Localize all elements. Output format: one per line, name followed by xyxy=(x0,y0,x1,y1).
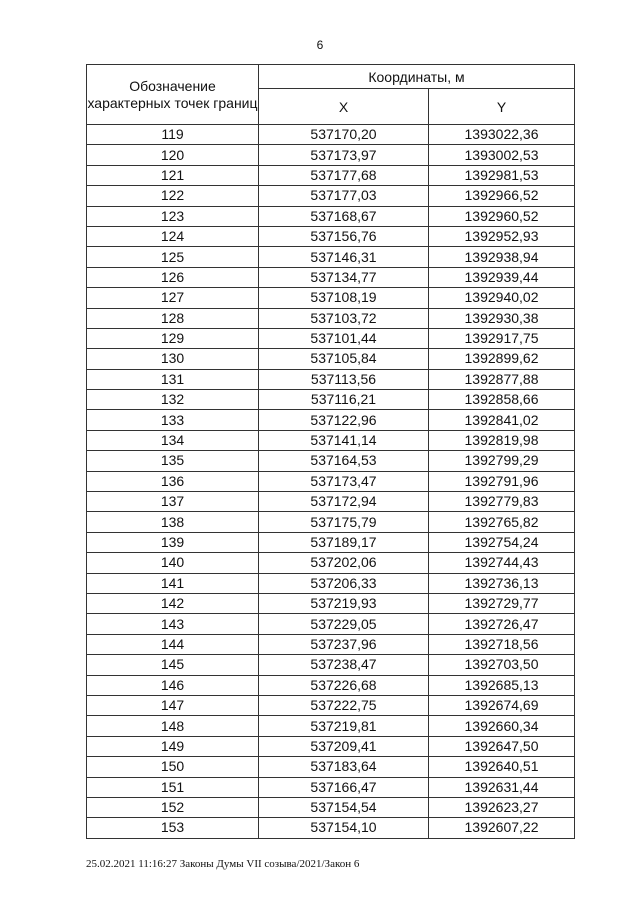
point-number-cell: 135 xyxy=(87,451,259,471)
point-number-cell: 143 xyxy=(87,614,259,634)
y-coordinate-cell: 1392640,51 xyxy=(429,757,575,777)
x-coordinate-cell: 537177,68 xyxy=(259,165,429,185)
table-row xyxy=(87,145,575,165)
point-number-cell: 142 xyxy=(87,593,259,613)
x-coordinate-cell: 537164,53 xyxy=(259,451,429,471)
table-row xyxy=(87,267,575,287)
point-number-cell: 151 xyxy=(87,777,259,797)
y-coordinate-cell: 1392981,53 xyxy=(429,165,575,185)
y-coordinate-cell: 1392674,69 xyxy=(429,695,575,715)
y-coordinate-cell: 1392736,13 xyxy=(429,573,575,593)
table-body xyxy=(87,125,575,839)
y-coordinate-cell: 1392819,98 xyxy=(429,430,575,450)
table-row xyxy=(87,349,575,369)
table-row xyxy=(87,430,575,450)
table-row xyxy=(87,206,575,226)
point-number-cell: 139 xyxy=(87,532,259,552)
table-row xyxy=(87,369,575,389)
y-coordinate-cell: 1392899,62 xyxy=(429,349,575,369)
table-row xyxy=(87,716,575,736)
table-row xyxy=(87,390,575,410)
point-number-cell: 127 xyxy=(87,288,259,308)
y-coordinate-cell: 1392718,56 xyxy=(429,634,575,654)
y-coordinate-cell: 1392952,93 xyxy=(429,226,575,246)
table-row xyxy=(87,328,575,348)
y-coordinate-cell: 1392966,52 xyxy=(429,186,575,206)
x-coordinate-cell: 537206,33 xyxy=(259,573,429,593)
point-number-cell: 129 xyxy=(87,328,259,348)
point-number-cell: 152 xyxy=(87,797,259,817)
table-row xyxy=(87,512,575,532)
y-coordinate-cell: 1392938,94 xyxy=(429,247,575,267)
y-coordinate-cell: 1392647,50 xyxy=(429,736,575,756)
table-row xyxy=(87,553,575,573)
table-row xyxy=(87,226,575,246)
point-number-cell: 141 xyxy=(87,573,259,593)
table-row xyxy=(87,288,575,308)
y-coordinate-cell: 1392765,82 xyxy=(429,512,575,532)
y-coordinate-cell: 1392841,02 xyxy=(429,410,575,430)
y-coordinate-cell: 1392917,75 xyxy=(429,328,575,348)
y-coordinate-cell: 1392858,66 xyxy=(429,390,575,410)
y-coordinate-cell: 1392930,38 xyxy=(429,308,575,328)
coordinates-table xyxy=(86,64,575,839)
point-number-cell: 134 xyxy=(87,430,259,450)
x-coordinate-cell: 537189,17 xyxy=(259,532,429,552)
x-coordinate-cell: 537116,21 xyxy=(259,390,429,410)
x-coordinate-cell: 537173,47 xyxy=(259,471,429,491)
point-number-cell: 138 xyxy=(87,512,259,532)
y-coordinate-cell: 1392791,96 xyxy=(429,471,575,491)
x-coordinate-cell: 537134,77 xyxy=(259,267,429,287)
x-coordinate-cell: 537172,94 xyxy=(259,492,429,512)
x-coordinate-cell: 537226,68 xyxy=(259,675,429,695)
table-row xyxy=(87,797,575,817)
table-row xyxy=(87,593,575,613)
y-coordinate-cell: 1392754,24 xyxy=(429,532,575,552)
point-number-cell: 146 xyxy=(87,675,259,695)
x-coordinate-cell: 537219,81 xyxy=(259,716,429,736)
point-number-cell: 125 xyxy=(87,247,259,267)
y-coordinate-cell: 1392607,22 xyxy=(429,818,575,838)
y-coordinate-cell: 1392877,88 xyxy=(429,369,575,389)
table-row xyxy=(87,492,575,512)
point-number-cell: 126 xyxy=(87,267,259,287)
point-number-cell: 144 xyxy=(87,634,259,654)
y-coordinate-cell: 1393022,36 xyxy=(429,125,575,145)
y-header: Y xyxy=(429,89,575,125)
y-coordinate-cell: 1392779,83 xyxy=(429,492,575,512)
x-coordinate-cell: 537177,03 xyxy=(259,186,429,206)
point-number-cell: 123 xyxy=(87,206,259,226)
table-row xyxy=(87,471,575,491)
point-number-cell: 124 xyxy=(87,226,259,246)
y-coordinate-cell: 1392744,43 xyxy=(429,553,575,573)
point-number-cell: 128 xyxy=(87,308,259,328)
y-coordinate-cell: 1392729,77 xyxy=(429,593,575,613)
x-coordinate-cell: 537113,56 xyxy=(259,369,429,389)
point-number-cell: 150 xyxy=(87,757,259,777)
x-coordinate-cell: 537237,96 xyxy=(259,634,429,654)
x-coordinate-cell: 537183,64 xyxy=(259,757,429,777)
table-row xyxy=(87,308,575,328)
point-number-cell: 133 xyxy=(87,410,259,430)
table-row xyxy=(87,247,575,267)
point-designation-header: Обозначение характерных точек границ xyxy=(87,65,259,125)
x-coordinate-cell: 537229,05 xyxy=(259,614,429,634)
point-number-cell: 131 xyxy=(87,369,259,389)
table-row xyxy=(87,125,575,145)
y-coordinate-cell: 1392726,47 xyxy=(429,614,575,634)
y-coordinate-cell: 1392631,44 xyxy=(429,777,575,797)
y-coordinate-cell: 1392703,50 xyxy=(429,655,575,675)
point-number-cell: 145 xyxy=(87,655,259,675)
point-number-cell: 136 xyxy=(87,471,259,491)
y-coordinate-cell: 1392660,34 xyxy=(429,716,575,736)
x-coordinate-cell: 537166,47 xyxy=(259,777,429,797)
page-number: 6 xyxy=(316,38,324,52)
x-coordinate-cell: 537154,10 xyxy=(259,818,429,838)
x-coordinate-cell: 537146,31 xyxy=(259,247,429,267)
y-coordinate-cell: 1392939,44 xyxy=(429,267,575,287)
y-coordinate-cell: 1392623,27 xyxy=(429,797,575,817)
table-row xyxy=(87,777,575,797)
table-row xyxy=(87,675,575,695)
point-number-cell: 120 xyxy=(87,145,259,165)
x-coordinate-cell: 537170,20 xyxy=(259,125,429,145)
x-coordinate-cell: 537209,41 xyxy=(259,736,429,756)
table-row xyxy=(87,614,575,634)
x-coordinate-cell: 537154,54 xyxy=(259,797,429,817)
y-coordinate-cell: 1392960,52 xyxy=(429,206,575,226)
x-coordinate-cell: 537173,97 xyxy=(259,145,429,165)
x-coordinate-cell: 537103,72 xyxy=(259,308,429,328)
point-number-cell: 148 xyxy=(87,716,259,736)
table-row xyxy=(87,573,575,593)
table-row xyxy=(87,451,575,471)
x-coordinate-cell: 537101,44 xyxy=(259,328,429,348)
x-coordinate-cell: 537202,06 xyxy=(259,553,429,573)
x-coordinate-cell: 537108,19 xyxy=(259,288,429,308)
x-coordinate-cell: 537222,75 xyxy=(259,695,429,715)
point-number-cell: 147 xyxy=(87,695,259,715)
x-header: X xyxy=(259,89,429,125)
point-number-cell: 119 xyxy=(87,125,259,145)
x-coordinate-cell: 537219,93 xyxy=(259,593,429,613)
table-row xyxy=(87,736,575,756)
y-coordinate-cell: 1392940,02 xyxy=(429,288,575,308)
table-row xyxy=(87,695,575,715)
table-row xyxy=(87,186,575,206)
table-row xyxy=(87,532,575,552)
point-number-cell: 149 xyxy=(87,736,259,756)
table-row xyxy=(87,757,575,777)
point-number-cell: 132 xyxy=(87,390,259,410)
point-number-cell: 137 xyxy=(87,492,259,512)
point-number-cell: 153 xyxy=(87,818,259,838)
x-coordinate-cell: 537105,84 xyxy=(259,349,429,369)
point-number-cell: 140 xyxy=(87,553,259,573)
x-coordinate-cell: 537141,14 xyxy=(259,430,429,450)
point-number-cell: 122 xyxy=(87,186,259,206)
point-number-cell: 130 xyxy=(87,349,259,369)
table-row xyxy=(87,818,575,838)
table-row xyxy=(87,165,575,185)
y-coordinate-cell: 1392799,29 xyxy=(429,451,575,471)
y-coordinate-cell: 1393002,53 xyxy=(429,145,575,165)
coordinates-header: Координаты, м xyxy=(259,65,575,89)
table-row xyxy=(87,410,575,430)
table-row xyxy=(87,655,575,675)
y-coordinate-cell: 1392685,13 xyxy=(429,675,575,695)
x-coordinate-cell: 537238,47 xyxy=(259,655,429,675)
point-number-cell: 121 xyxy=(87,165,259,185)
table-row xyxy=(87,634,575,654)
x-coordinate-cell: 537156,76 xyxy=(259,226,429,246)
x-coordinate-cell: 537175,79 xyxy=(259,512,429,532)
footer-stamp: 25.02.2021 11:16:27 Законы Думы VII созыва/2021/Закон 6 xyxy=(86,858,360,870)
x-coordinate-cell: 537168,67 xyxy=(259,206,429,226)
x-coordinate-cell: 537122,96 xyxy=(259,410,429,430)
